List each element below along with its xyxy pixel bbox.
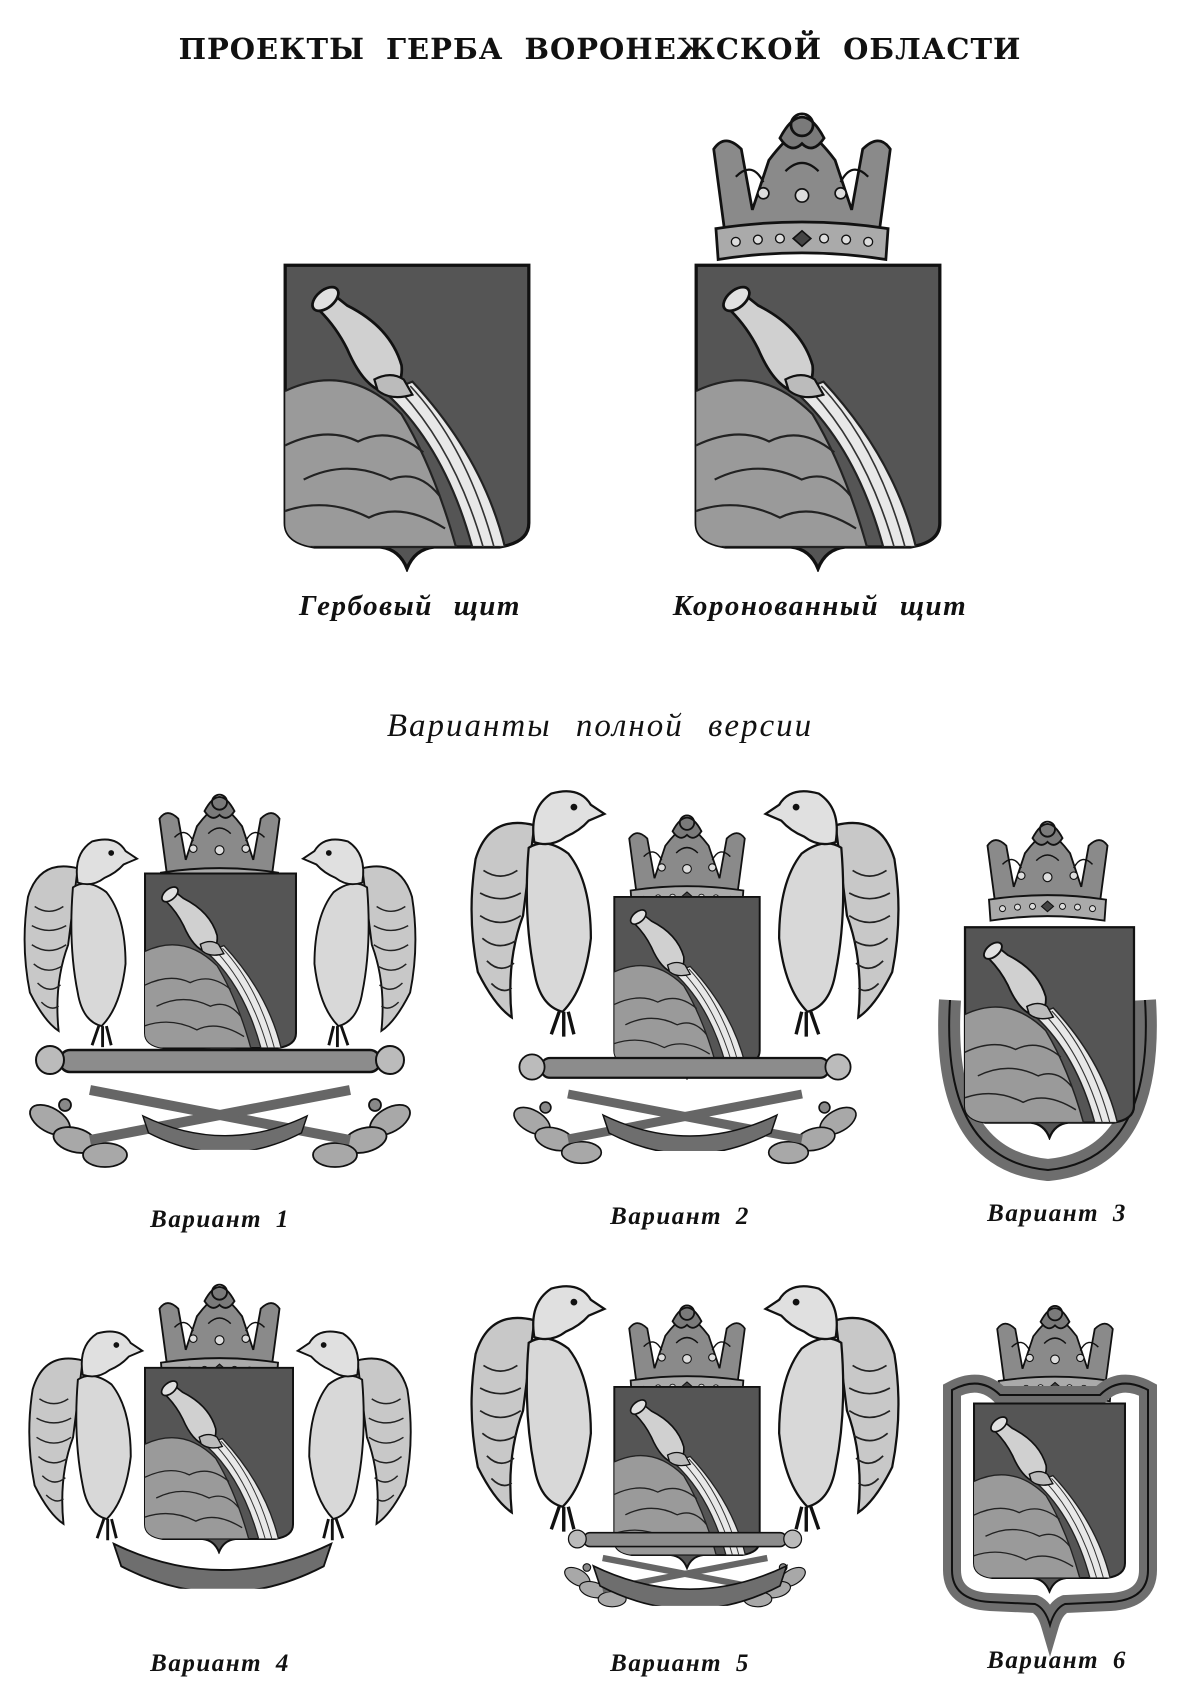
- shield-emblem: [683, 262, 953, 572]
- eagle-icon: [290, 1320, 415, 1545]
- eagle-icon: [455, 1275, 625, 1535]
- eagle-icon: [20, 830, 145, 1050]
- shield-caption-plain: Гербовый щит: [299, 590, 521, 622]
- crown-icon: [980, 815, 1115, 925]
- motto-ribbon: [140, 1100, 310, 1160]
- motto-ribbon: [590, 1555, 790, 1610]
- page-title: ПРОЕКТЫ ГЕРБА ВОРОНЕЖСКОЙ ОБЛАСТИ: [178, 32, 1022, 66]
- eagle-icon: [745, 1275, 915, 1535]
- eagle-icon: [745, 780, 915, 1040]
- motto-ribbon: [600, 1100, 780, 1160]
- variant-label-3: Вариант 3: [987, 1200, 1127, 1227]
- eagle-icon: [455, 780, 625, 1040]
- shield-emblem: [272, 262, 542, 572]
- eagle-icon: [295, 830, 420, 1050]
- variant-label-6: Вариант 6: [987, 1647, 1127, 1674]
- shield-emblem: [143, 1365, 295, 1555]
- variant-label-4: Вариант 4: [150, 1650, 290, 1677]
- eagle-icon: [25, 1320, 150, 1545]
- shield-caption-crowned: Коронованный щит: [672, 590, 968, 622]
- variant-label-5: Вариант 5: [610, 1650, 750, 1677]
- shield-emblem: [972, 1400, 1127, 1595]
- motto-ribbon: [110, 1530, 335, 1595]
- variant-label-1: Вариант 1: [150, 1206, 290, 1233]
- shield-emblem: [962, 925, 1137, 1140]
- variant-label-2: Вариант 2: [610, 1203, 750, 1230]
- variants-heading: Варианты полной версии: [386, 708, 814, 744]
- crown-icon: [697, 105, 907, 265]
